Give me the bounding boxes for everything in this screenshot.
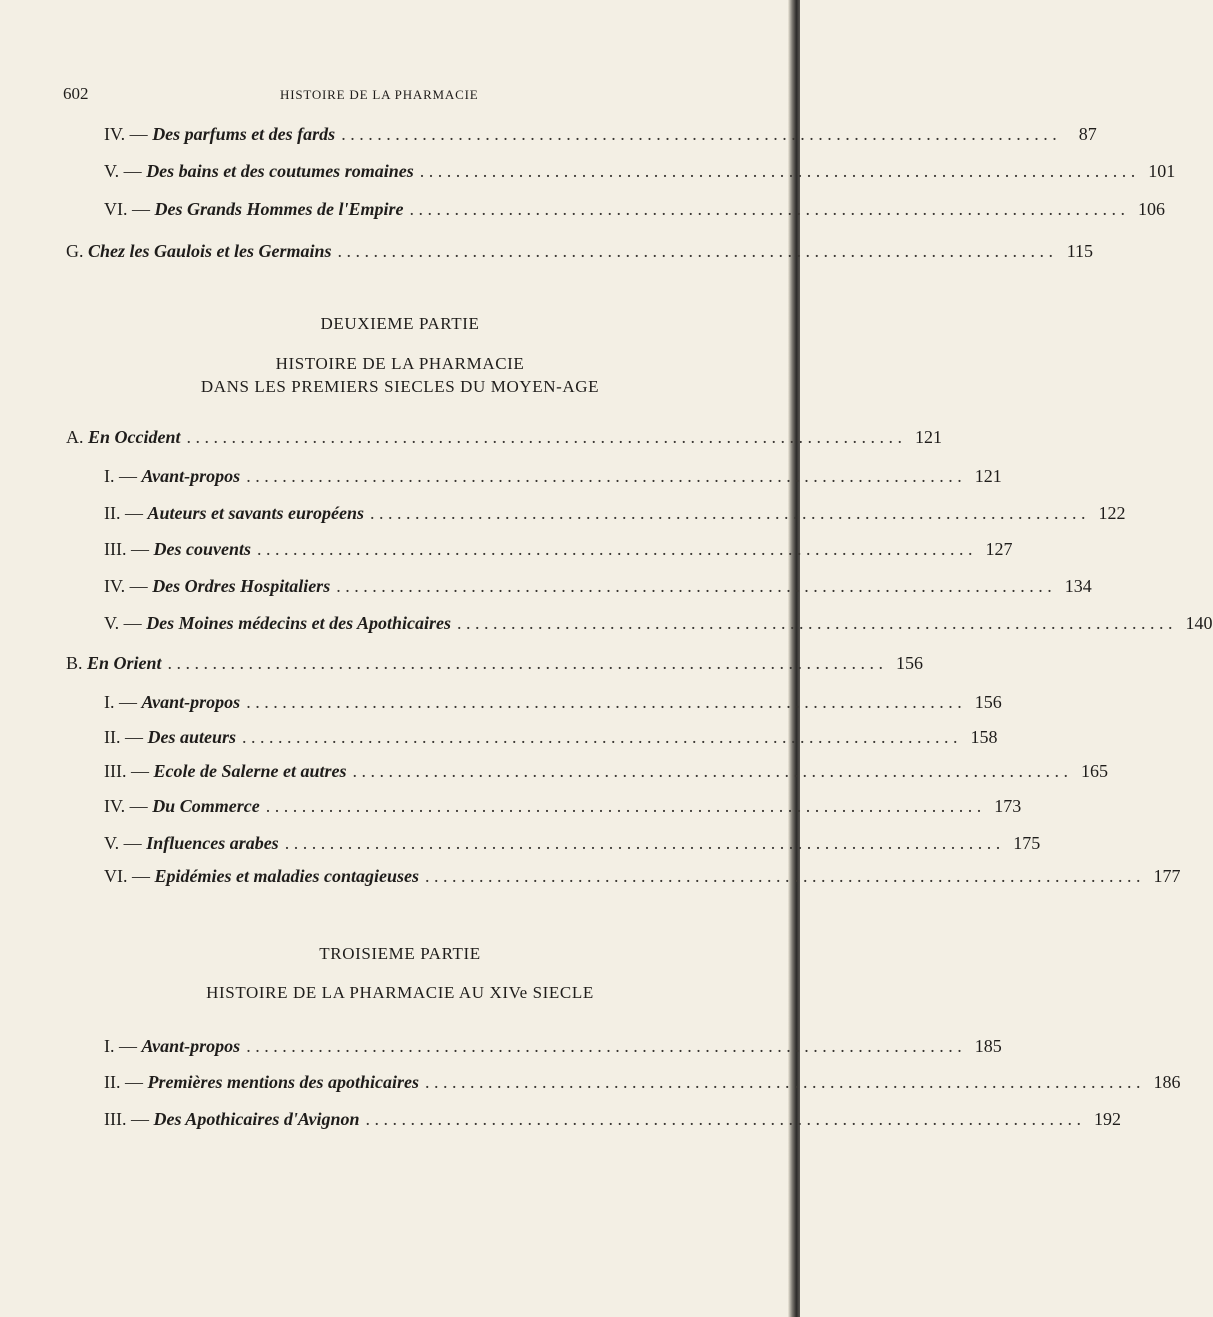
entry-numeral: B. (66, 653, 88, 673)
entry-numeral: IV. — (104, 796, 153, 816)
dot-leader: . . . . . . . . . . . . . . . . . . . . . . . . . . . . . . . . . . . . . . . . . . . . . . . . . . . . . . . . . . . . . . . . . . . . . . . . . . . . . . . . (352, 761, 1068, 781)
entry-numeral: IV. — (104, 576, 153, 596)
entry-numeral: I. — (104, 692, 142, 712)
entry-numeral: VI. — (104, 199, 155, 219)
entry-title: Des Apothicaires d'Avignon (153, 1109, 360, 1129)
toc-entry (104, 866, 1181, 892)
entry-page: 106 (1138, 199, 1166, 219)
part-two-subtitle-line2: DANS LES PREMIERS SIECLES DU MOYEN-AGE (200, 377, 600, 396)
toc-entry (66, 427, 942, 453)
entry-title: Des Grands Hommes de l'Empire (154, 199, 404, 219)
dot-leader: . . . . . . . . . . . . . . . . . . . . . . . . . . . . . . . . . . . . . . . . . . . . . . . . . . . . . . . . . . . . . . . . . . . . . . . . . . . . . . . . (419, 161, 1136, 181)
dot-leader: . . . . . . . . . . . . . . . . . . . . . . . . . . . . . . . . . . . . . . . . . . . . . . . . . . . . . . . . . . . . . . . . . . . . . . . . . . . . . . . . (424, 866, 1141, 886)
entry-title: Avant-propos (141, 466, 241, 486)
entry-title: Auteurs et savants européens (147, 503, 365, 523)
running-head (0, 84, 800, 108)
entry-numeral: V. — (104, 613, 147, 633)
entry-page: 156 (896, 653, 924, 673)
entry-title: Avant-propos (141, 692, 241, 712)
entry-title: Avant-propos (141, 1036, 241, 1056)
entry-page: 122 (1098, 503, 1126, 523)
toc-entry (104, 539, 1013, 565)
dot-leader: . . . . . . . . . . . . . . . . . . . . . . . . . . . . . . . . . . . . . . . . . . . . . . . . . . . . . . . . . . . . . . . . . . . . . . . . . . . . . . . . (242, 727, 958, 747)
entry-page: 186 (1153, 1072, 1181, 1092)
entry-numeral: II. — (104, 1072, 148, 1092)
toc-entry (104, 466, 1002, 492)
toc-entry (104, 1109, 1121, 1135)
entry-title: Chez les Gaulois et les Germains (88, 241, 332, 261)
entry-title: Ecole de Salerne et autres (153, 761, 347, 781)
entry-title: Des couvents (153, 539, 251, 559)
entry-numeral: VI. — (104, 866, 155, 886)
toc-entry (104, 1036, 1002, 1062)
entry-numeral: III. — (104, 1109, 154, 1129)
entry-title: En Orient (87, 653, 162, 673)
toc-entry (104, 761, 1108, 787)
dot-leader: . . . . . . . . . . . . . . . . . . . . . . . . . . . . . . . . . . . . . . . . . . . . . . . . . . . . . . . . . . . . . . . . . . . . . . . . . . . . . . . . (370, 503, 1086, 523)
entry-title: Des auteurs (147, 727, 237, 747)
dot-leader: . . . . . . . . . . . . . . . . . . . . . . . . . . . . . . . . . . . . . . . . . . . . . . . . . . . . . . . . . . . . . . . . . . . . . . . . . . . . . . . . (425, 1072, 1141, 1092)
entry-numeral: G. (66, 241, 88, 261)
dot-leader: . . . . . . . . . . . . . . . . . . . . . . . . . . . . . . . . . . . . . . . . . . . . . . . . . . . . . . . . . . . . . . . . . . . . . . . . . . . . . . . . (167, 653, 884, 673)
toc-entry (104, 199, 1166, 225)
toc-entry (66, 653, 924, 679)
entry-page: 101 (1148, 161, 1176, 181)
toc-entry (104, 833, 1041, 859)
entry-page: 134 (1064, 576, 1092, 596)
toc-entry (104, 161, 1176, 187)
dot-leader: . . . . . . . . . . . . . . . . . . . . . . . . . . . . . . . . . . . . . . . . . . . . . . . . . . . . . . . . . . . . . . . . . . . . . . . . . . . . . . . . (457, 613, 1173, 633)
entry-numeral: I. — (104, 466, 142, 486)
entry-page: 115 (1066, 241, 1094, 261)
entry-page: 121 (974, 466, 1002, 486)
toc-entry (104, 613, 1213, 639)
part-two-subtitle-line1: HISTOIRE DE LA PHARMACIE (275, 354, 525, 373)
entry-title: Des Moines médecins et des Apothicaires (146, 613, 452, 633)
entry-title: Influences arabes (146, 833, 279, 853)
entry-numeral: II. — (104, 727, 148, 747)
entry-title: Du Commerce (152, 796, 260, 816)
entry-title: En Occident (88, 427, 181, 447)
toc-entry (66, 241, 1094, 267)
dot-leader: . . . . . . . . . . . . . . . . . . . . . . . . . . . . . . . . . . . . . . . . . . . . . . . . . . . . . . . . . . . . . . . . . . . . . . . . . . . . . . . . (284, 833, 1001, 853)
entry-numeral: III. — (104, 539, 154, 559)
dot-leader: . . . . . . . . . . . . . . . . . . . . . . . . . . . . . . . . . . . . . . . . . . . . . . . . . . . . . . . . . . . . . . . . . . . . . . . . . . . . . . . . (256, 539, 973, 559)
dot-leader: . . . . . . . . . . . . . . . . . . . . . . . . . . . . . . . . . . . . . . . . . . . . . . . . . . . . . . . . . . . . . . . . . . . . . . . . . . . . . . . . (409, 199, 1126, 219)
dot-leader: . . . . . . . . . . . . . . . . . . . . . . . . . . . . . . . . . . . . . . . . . . . . . . . . . . . . . . . . . . . . . . . . . . . . . . . . . . . . . . . . (246, 692, 962, 712)
entry-page: 87 (1078, 124, 1097, 144)
entry-title: Epidémies et maladies contagieuses (154, 866, 419, 886)
toc-entry (104, 124, 1097, 150)
entry-page: 177 (1153, 866, 1181, 886)
dot-leader: . . . . . . . . . . . . . . . . . . . . . . . . . . . . . . . . . . . . . . . . . . . . . . . . . . . . . . . . . . . . . . . . . . . . . . . . . . . . . . . . (186, 427, 902, 447)
dot-leader: . . . . . . . . . . . . . . . . . . . . . . . . . . . . . . . . . . . . . . . . . . . . . . . . . . . . . . . . . . . . . . . . . . . . . . . . . . . . . . . . (265, 796, 982, 816)
entry-page: 156 (974, 692, 1002, 712)
entry-page: 127 (985, 539, 1013, 559)
entry-page: 185 (974, 1036, 1002, 1056)
toc-entry (104, 692, 1002, 718)
dot-leader: . . . . . . . . . . . . . . . . . . . . . . . . . . . . . . . . . . . . . . . . . . . . . . . . . . . . . . . . . . . . . . . . . . . . . . . . . . . . . . . . (341, 124, 1057, 144)
entry-title: Des Ordres Hospitaliers (152, 576, 331, 596)
toc-entry (104, 503, 1126, 529)
running-title: HISTOIRE DE LA PHARMACIE (280, 87, 479, 102)
toc-entry (104, 796, 1022, 822)
toc-entry (104, 1072, 1181, 1098)
dot-leader: . . . . . . . . . . . . . . . . . . . . . . . . . . . . . . . . . . . . . . . . . . . . . . . . . . . . . . . . . . . . . . . . . . . . . . . . . . . . . . . . (246, 466, 962, 486)
toc-entry (104, 576, 1092, 602)
entry-numeral: V. — (104, 161, 147, 181)
entry-numeral: III. — (104, 761, 154, 781)
entry-numeral: IV. — (104, 124, 153, 144)
dot-leader: . . . . . . . . . . . . . . . . . . . . . . . . . . . . . . . . . . . . . . . . . . . . . . . . . . . . . . . . . . . . . . . . . . . . . . . . . . . . . . . . (336, 576, 1052, 596)
entry-numeral: I. — (104, 1036, 142, 1056)
part-three-subtitle: HISTOIRE DE LA PHARMACIE AU XIVe SIECLE (206, 983, 594, 1002)
dot-leader: . . . . . . . . . . . . . . . . . . . . . . . . . . . . . . . . . . . . . . . . . . . . . . . . . . . . . . . . . . . . . . . . . . . . . . . . . . . . . . . . (246, 1036, 962, 1056)
part-two-title: DEUXIEME PARTIE (320, 314, 480, 333)
part-three-title: TROISIEME PARTIE (319, 944, 481, 963)
entry-numeral: A. (66, 427, 88, 447)
page-number: 602 (63, 84, 89, 103)
entry-page: 140 (1185, 613, 1213, 633)
entry-page: 158 (970, 727, 998, 747)
entry-page: 165 (1080, 761, 1108, 781)
toc-entry (104, 727, 998, 753)
dot-leader: . . . . . . . . . . . . . . . . . . . . . . . . . . . . . . . . . . . . . . . . . . . . . . . . . . . . . . . . . . . . . . . . . . . . . . . . . . . . . . . . (365, 1109, 1081, 1129)
dot-leader: . . . . . . . . . . . . . . . . . . . . . . . . . . . . . . . . . . . . . . . . . . . . . . . . . . . . . . . . . . . . . . . . . . . . . . . . . . . . . . . . (337, 241, 1054, 261)
entry-numeral: II. — (104, 503, 148, 523)
entry-page: 173 (994, 796, 1022, 816)
entry-title: Premières mentions des apothicaires (147, 1072, 419, 1092)
entry-numeral: V. — (104, 833, 147, 853)
entry-page: 192 (1094, 1109, 1121, 1129)
entry-page: 121 (915, 427, 942, 447)
entry-title: Des bains et des coutumes romaines (146, 161, 414, 181)
entry-title: Des parfums et des fards (152, 124, 336, 144)
entry-page: 175 (1013, 833, 1041, 853)
